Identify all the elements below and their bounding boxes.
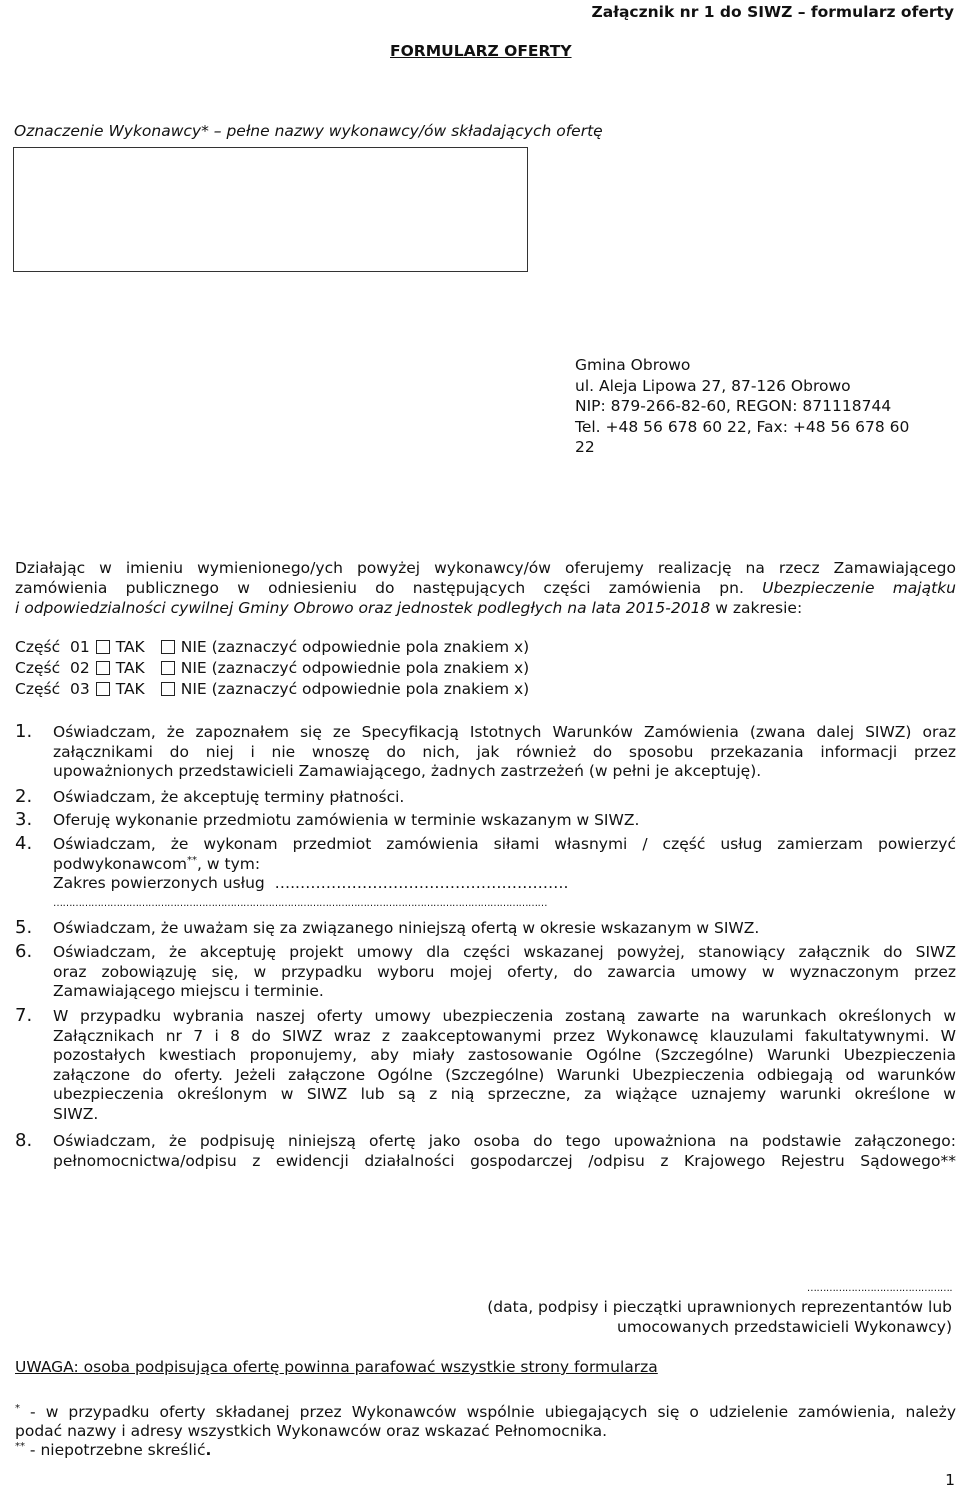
tak-label: TAK bbox=[115, 680, 145, 698]
intro-text: w zakresie: bbox=[710, 599, 803, 617]
recipient-line: ul. Aleja Lipowa 27, 87-126 Obrowo bbox=[575, 376, 851, 395]
contractor-name-box[interactable] bbox=[13, 147, 528, 272]
item-line: SIWZ. bbox=[53, 1104, 99, 1123]
item-4 bbox=[53, 835, 956, 913]
signature-caption: umocowanych przedstawicieli Wykonawcy) bbox=[617, 1318, 952, 1336]
item-line bbox=[53, 855, 956, 875]
tak-label: TAK bbox=[115, 638, 145, 656]
parts-list bbox=[15, 637, 529, 700]
part-label: Część bbox=[15, 638, 61, 656]
item-7 bbox=[53, 1007, 956, 1124]
item-3 bbox=[53, 811, 956, 831]
intro-line bbox=[15, 598, 956, 618]
item-number: 2. bbox=[15, 786, 33, 807]
intro-line bbox=[15, 578, 956, 598]
item-line: Oferuję wykonanie przedmiotu zamówienia w terminie wskazanym w SIWZ. bbox=[53, 811, 640, 829]
item-text: podwykonawcom bbox=[53, 854, 188, 873]
item-line: upoważnionych przedstawicieli Zamawiającego, żadnych zastrzeżeń (w pełni je akceptuję). bbox=[53, 762, 762, 780]
item-line: Oświadczam, że zapoznałem się ze Specyfikacją Istotnych Warunków Zamówienia (zwana dalej SIWZ) oraz bbox=[53, 723, 956, 741]
part-row bbox=[15, 658, 529, 679]
part-number: 02 bbox=[69, 659, 90, 677]
nie-checkbox[interactable] bbox=[161, 682, 175, 696]
tak-checkbox[interactable] bbox=[96, 682, 110, 696]
form-title: FORMULARZ OFERTY bbox=[390, 42, 572, 60]
nie-checkbox[interactable] bbox=[161, 661, 175, 675]
footnotes bbox=[15, 1403, 956, 1460]
item-line: Oświadczam, że wykonam przedmiot zamówienia siłami własnymi / część usług zamierzam powierzyć bbox=[53, 835, 956, 853]
nie-label: NIE (zaznaczyć odpowiednie pola znakiem x) bbox=[180, 659, 530, 677]
item-number: 5. bbox=[15, 917, 33, 938]
footnote-line bbox=[15, 1403, 956, 1422]
item-8 bbox=[53, 1132, 956, 1171]
part-label: Część bbox=[15, 659, 61, 677]
item-line: W przypadku wybrania naszej oferty umowy ubezpieczenia zostaną zawarte na warunkach określonych w bbox=[53, 1007, 956, 1025]
intro-paragraph bbox=[15, 558, 956, 618]
recipient-line: Gmina Obrowo bbox=[575, 356, 691, 374]
signing-notice: UWAGA: osoba podpisująca ofertę powinna parafować wszystkie strony formularza bbox=[15, 1358, 658, 1376]
contract-name: Ubezpieczenie majątku bbox=[762, 579, 956, 597]
contract-name: i odpowiedzialności cywilnej Gminy Obrowo oraz jednostek podległych na lata 2015-2018 bbox=[15, 599, 711, 617]
nie-label: NIE (zaznaczyć odpowiednie pola znakiem x) bbox=[180, 680, 530, 698]
footnote-text: - w przypadku oferty składanej przez Wykonawców wspólnie ubiegających się o udzielenie zamówienia, należy bbox=[20, 1403, 956, 1421]
footnote-marker: * bbox=[15, 1402, 20, 1414]
item-number: 8. bbox=[15, 1130, 33, 1151]
item-number: 7. bbox=[15, 1005, 33, 1026]
nie-label: NIE (zaznaczyć odpowiednie pola znakiem x) bbox=[180, 638, 530, 656]
recipient-address bbox=[575, 355, 909, 458]
intro-text: zamówienia publicznego w odniesieniu do następujących części zamówienia pn. bbox=[15, 579, 744, 597]
item-line: załączone do oferty. Jeżeli załączone Ogólne (Szczególne) Warunki Ubezpieczenia odbiegają od warunków bbox=[53, 1065, 956, 1084]
item-6 bbox=[53, 943, 956, 1002]
subcontract-scope-field[interactable]: ………………………………………………………………………………………………………………………………………… bbox=[53, 897, 547, 909]
signature-caption: (data, podpisy i pieczątki uprawnionych reprezentantów lub bbox=[487, 1298, 952, 1316]
item-line: Zamawiającego miejscu i terminie. bbox=[53, 982, 324, 1000]
footnote-line bbox=[15, 1441, 956, 1460]
item-line: pozostałych kwestiach proponujemy, aby miały zastosowanie Ogólne (Szczególne) Warunki Ubezpieczenia bbox=[53, 1046, 956, 1064]
item-line: Załącznikach nr 7 i 8 do SIWZ wraz z zaakceptowanymi przez Wykonawcę klauzulami fakultatywnymi. W bbox=[53, 1026, 956, 1045]
item-line: Oświadczam, że akceptuję projekt umowy dla części wskazanej powyżej, stanowiący załącznik do SIWZ bbox=[53, 943, 956, 961]
item-2 bbox=[53, 788, 956, 808]
item-number: 6. bbox=[15, 941, 33, 962]
recipient-line: Tel. +48 56 678 60 22, Fax: +48 56 678 60 bbox=[575, 417, 910, 436]
annex-label: Załącznik nr 1 do SIWZ – formularz oferty bbox=[591, 3, 954, 21]
intro-line: Działając w imieniu wymienionego/ych powyżej wykonawcy/ów oferujemy realizację na rzecz Zamawiającego bbox=[15, 559, 956, 577]
item-text: Zakres powierzonych usług bbox=[53, 874, 265, 892]
item-number: 4. bbox=[15, 833, 33, 854]
contractor-label: Oznaczenie Wykonawcy* – pełne nazwy wykonawcy/ów składających ofertę bbox=[14, 122, 603, 140]
item-line: Oświadczam, że uważam się za związanego niniejszą ofertą w okresie wskazanym w SIWZ. bbox=[53, 919, 760, 937]
part-row bbox=[15, 637, 529, 658]
item-text: , w tym: bbox=[197, 854, 261, 873]
item-line: Oświadczam, że podpisuję niniejszą ofertę jako osoba do tego upoważniona na podstawie załączonego: bbox=[53, 1132, 956, 1150]
item-line bbox=[53, 874, 956, 894]
item-line: Oświadczam, że akceptuję terminy płatności. bbox=[53, 788, 405, 806]
item-5 bbox=[53, 919, 956, 939]
part-label: Część bbox=[15, 680, 61, 698]
item-line: załącznikami do niej i nie wnoszę do nich, jak również do sposobu przekazania informacji przez bbox=[53, 742, 956, 761]
footnote-text: - niepotrzebne skreślić bbox=[25, 1441, 206, 1459]
item-number: 1. bbox=[15, 721, 33, 742]
signature-line[interactable]: ………………………………………. bbox=[806, 1283, 952, 1294]
item-line: pełnomocnictwa/odpisu z ewidencji działalności gospodarczej /odpisu z Krajowego Rejestru Sądowego** bbox=[53, 1151, 956, 1170]
recipient-line: NIP: 879-266-82-60, REGON: 871118744 bbox=[575, 397, 892, 415]
part-number: 01 bbox=[69, 638, 90, 656]
footnote-marker: ** bbox=[15, 1440, 25, 1452]
nie-checkbox[interactable] bbox=[161, 640, 175, 654]
item-line: ubezpieczenia określonym w SIWZ lub są z nią sprzeczne, za wiążące uznajemy warunki określone w bbox=[53, 1085, 956, 1103]
tak-checkbox[interactable] bbox=[96, 661, 110, 675]
footnote-marker: ** bbox=[187, 854, 198, 866]
page-number: 1 bbox=[945, 1471, 955, 1489]
footnote-line: podać nazwy i adresy wszystkich Wykonawców oraz wskazać Pełnomocnika. bbox=[15, 1422, 608, 1440]
item-line: oraz zobowiązuję się, w przypadku wyboru mojej oferty, do zawarcia umowy w wyznaczonym przez bbox=[53, 962, 956, 981]
part-row bbox=[15, 679, 529, 700]
tak-label: TAK bbox=[115, 659, 145, 677]
recipient-line: 22 bbox=[575, 438, 595, 456]
part-number: 03 bbox=[69, 680, 90, 698]
tak-checkbox[interactable] bbox=[96, 640, 110, 654]
subcontract-scope-field[interactable]: …..……………………………………………. bbox=[274, 874, 569, 892]
footnote-text: . bbox=[205, 1441, 212, 1459]
item-number: 3. bbox=[15, 809, 33, 830]
item-1 bbox=[53, 723, 956, 782]
